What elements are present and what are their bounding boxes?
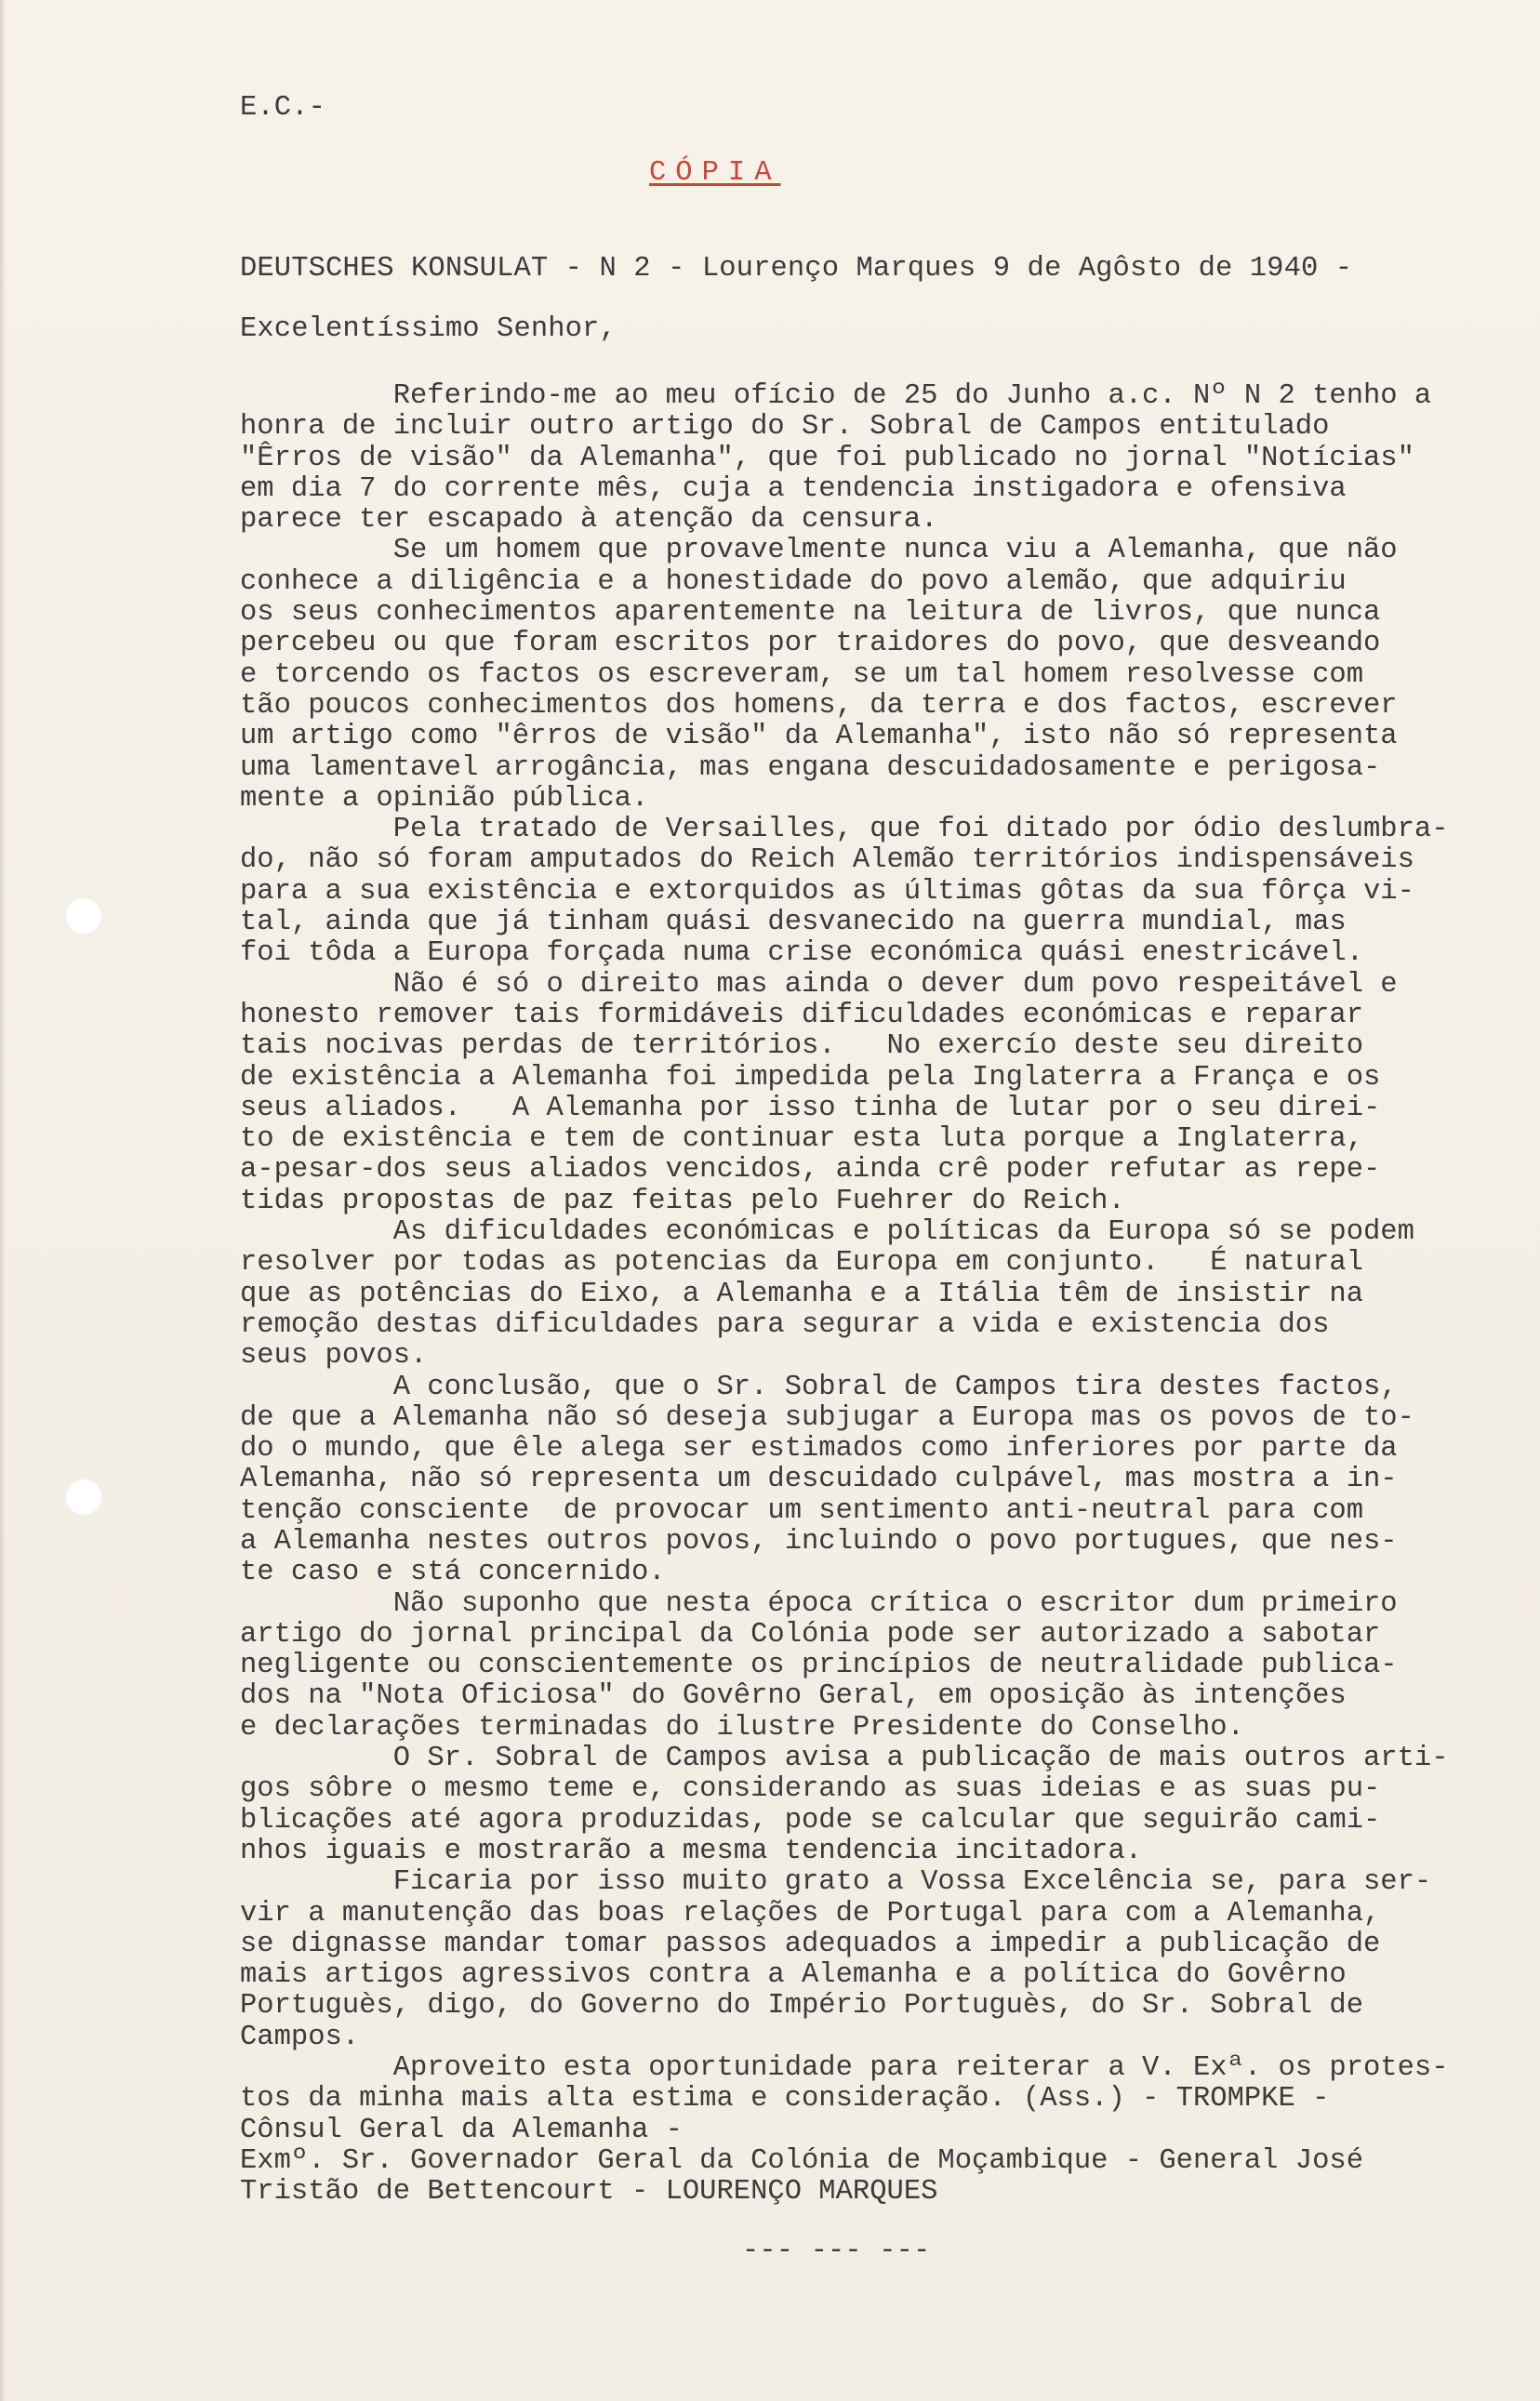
letter-header: DEUTSCHES KONSULAT - N 2 - Lourenço Marques 9 de Agôsto de 1940 - <box>240 253 1353 285</box>
body-line: vir a manutenção das boas relações de Portugal para com a Alemanha, <box>240 1897 1381 1930</box>
body-line: negligente ou conscientemente os princípios de neutralidade publica- <box>240 1650 1398 1682</box>
body-line: nhos iguais e mostrarão a mesma tendencia incitadora. <box>240 1835 1143 1867</box>
body-line: do o mundo, que êle alega ser estimados como inferiores por parte da <box>240 1433 1398 1466</box>
body-line: do, não só foram amputados do Reich Alemão territórios indispensáveis <box>240 844 1414 877</box>
body-line: Tristão de Bettencourt - LOURENÇO MARQUES <box>240 2176 938 2209</box>
body-line: que as potências do Eixo, a Alemanha e a Itália têm de insistir na <box>240 1278 1363 1310</box>
body-line: mais artigos agressivos contra a Alemanha e a política do Govêrno <box>240 1959 1347 1992</box>
body-line: Referindo-me ao meu ofício de 25 do Junho a.c. Nº N 2 tenho a <box>240 380 1432 412</box>
page-edge <box>0 0 6 2401</box>
body-line: de existência a Alemanha foi impedida pela Inglaterra a França e os <box>240 1061 1381 1094</box>
letter-body <box>240 381 1505 2209</box>
body-line: tenção consciente de provocar um sentimento anti-neutral para com <box>240 1494 1363 1527</box>
body-line: tão poucos conhecimentos dos homens, da terra e dos factos, escrever <box>240 689 1398 722</box>
closing-separator: --- --- --- <box>742 2235 931 2267</box>
body-line: resolver por todas as potencias da Europa em conjunto. É natural <box>240 1247 1363 1280</box>
body-line: Não é só o direito mas ainda o dever dum povo respeitável e <box>240 968 1398 1001</box>
body-line: to de existência e tem de continuar esta luta porque a Inglaterra, <box>240 1123 1363 1156</box>
document-title: CÓPIA <box>649 157 781 189</box>
body-line: honesto remover tais formidáveis dificuldades económicas e reparar <box>240 999 1363 1031</box>
body-line: para a sua existência e extorquidos as últimas gôtas da sua fôrça vi- <box>240 875 1414 908</box>
body-line: Cônsul Geral da Alemanha - <box>240 2114 683 2146</box>
body-line: blicações até agora produzidas, pode se calcular que seguirão cami- <box>240 1804 1381 1837</box>
body-line: Não suponho que nesta época crítica o escritor dum primeiro <box>240 1587 1398 1620</box>
body-line: seus povos. <box>240 1340 428 1373</box>
body-line: tal, ainda que já tinham quási desvanecido na guerra mundial, mas <box>240 907 1347 939</box>
body-line: foi tôda a Europa forçada numa crise económica quási enestricável. <box>240 937 1363 970</box>
punch-hole <box>65 1479 102 1516</box>
body-line: As dificuldades económicas e políticas da Europa só se podem <box>240 1216 1414 1249</box>
body-line: Ficaria por isso muito grato a Vossa Excelência se, para ser- <box>240 1866 1432 1899</box>
body-line: seus aliados. A Alemanha por isso tinha de lutar por o seu direi- <box>240 1092 1381 1124</box>
body-line: e torcendo os factos os escreveram, se um tal homem resolvesse com <box>240 658 1363 691</box>
body-line: os seus conhecimentos aparentemente na leitura de livros, que nunca <box>240 597 1381 630</box>
body-line: conhece a diligência e a honestidade do povo alemão, que adquiriu <box>240 565 1347 598</box>
body-line: tos da minha mais alta estima e consideração. (Ass.) - TROMPKE - <box>240 2083 1330 2116</box>
body-line: honra de incluir outro artigo do Sr. Sobral de Campos entitulado <box>240 411 1330 444</box>
body-line: tais nocivas perdas de territórios. No exercío deste seu direito <box>240 1030 1363 1063</box>
body-line: A conclusão, que o Sr. Sobral de Campos tira destes factos, <box>240 1371 1398 1403</box>
body-line: Aproveito esta oportunidade para reiterar a V. Exª. os protes- <box>240 2052 1449 2085</box>
reference-code: E.C.- <box>240 92 326 124</box>
body-line: Se um homem que provavelmente nunca viu a Alemanha, que não <box>240 535 1398 567</box>
body-line: e declarações terminadas do ilustre Presidente do Conselho. <box>240 1711 1244 1744</box>
body-line: mente a opinião pública. <box>240 782 649 815</box>
body-line: te caso e stá concernido. <box>240 1557 666 1589</box>
body-line: Exmº. Sr. Governador Geral da Colónia de Moçambique - General José <box>240 2144 1363 2177</box>
body-line: remoção destas dificuldades para segurar a vida e existencia dos <box>240 1308 1330 1341</box>
body-line: em dia 7 do corrente mês, cuja a tendencia instigadora e ofensiva <box>240 472 1347 505</box>
body-line: um artigo como "êrros de visão" da Alemanha", isto não só representa <box>240 721 1398 753</box>
body-line: tidas propostas de paz feitas pelo Fuehrer do Reich. <box>240 1185 1125 1217</box>
body-line: artigo do jornal principal da Colónia pode ser autorizado a sabotar <box>240 1618 1381 1651</box>
body-line: Alemanha, não só representa um descuidado culpável, mas mostra a in- <box>240 1464 1398 1496</box>
body-line: Portuguès, digo, do Governo do Império Portuguès, do Sr. Sobral de <box>240 1990 1363 2023</box>
body-line: de que a Alemanha não só deseja subjugar a Europa mas os povos de to- <box>240 1401 1414 1434</box>
body-line: "Êrros de visão" da Alemanha", que foi publicado no jornal "Notícias" <box>240 442 1414 474</box>
body-line: a-pesar-dos seus aliados vencidos, ainda crê poder refutar as repe- <box>240 1154 1381 1187</box>
body-line: uma lamentavel arrogância, mas engana descuidadosamente e perigosa- <box>240 751 1381 784</box>
body-line: gos sôbre o mesmo teme e, considerando as suas ideias e as suas pu- <box>240 1773 1381 1806</box>
body-line: Campos. <box>240 2021 360 2053</box>
body-line: percebeu ou que foram escritos por traidores do povo, que desveando <box>240 628 1381 660</box>
body-line: O Sr. Sobral de Campos avisa a publicação de mais outros arti- <box>240 1743 1449 1775</box>
punch-hole <box>65 897 102 935</box>
body-line: se dignasse mandar tomar passos adequados a impedir a publicação de <box>240 1928 1381 1960</box>
salutation: Excelentíssimo Senhor, <box>240 313 617 345</box>
body-line: a Alemanha nestes outros povos, incluindo o povo portugues, que nes- <box>240 1525 1398 1558</box>
body-line: parece ter escapado à atenção da censura. <box>240 504 938 537</box>
body-line: dos na "Nota Oficiosa" do Govêrno Geral, em oposição às intenções <box>240 1680 1347 1713</box>
body-line: Pela tratado de Versailles, que foi ditado por ódio deslumbra- <box>240 814 1449 846</box>
